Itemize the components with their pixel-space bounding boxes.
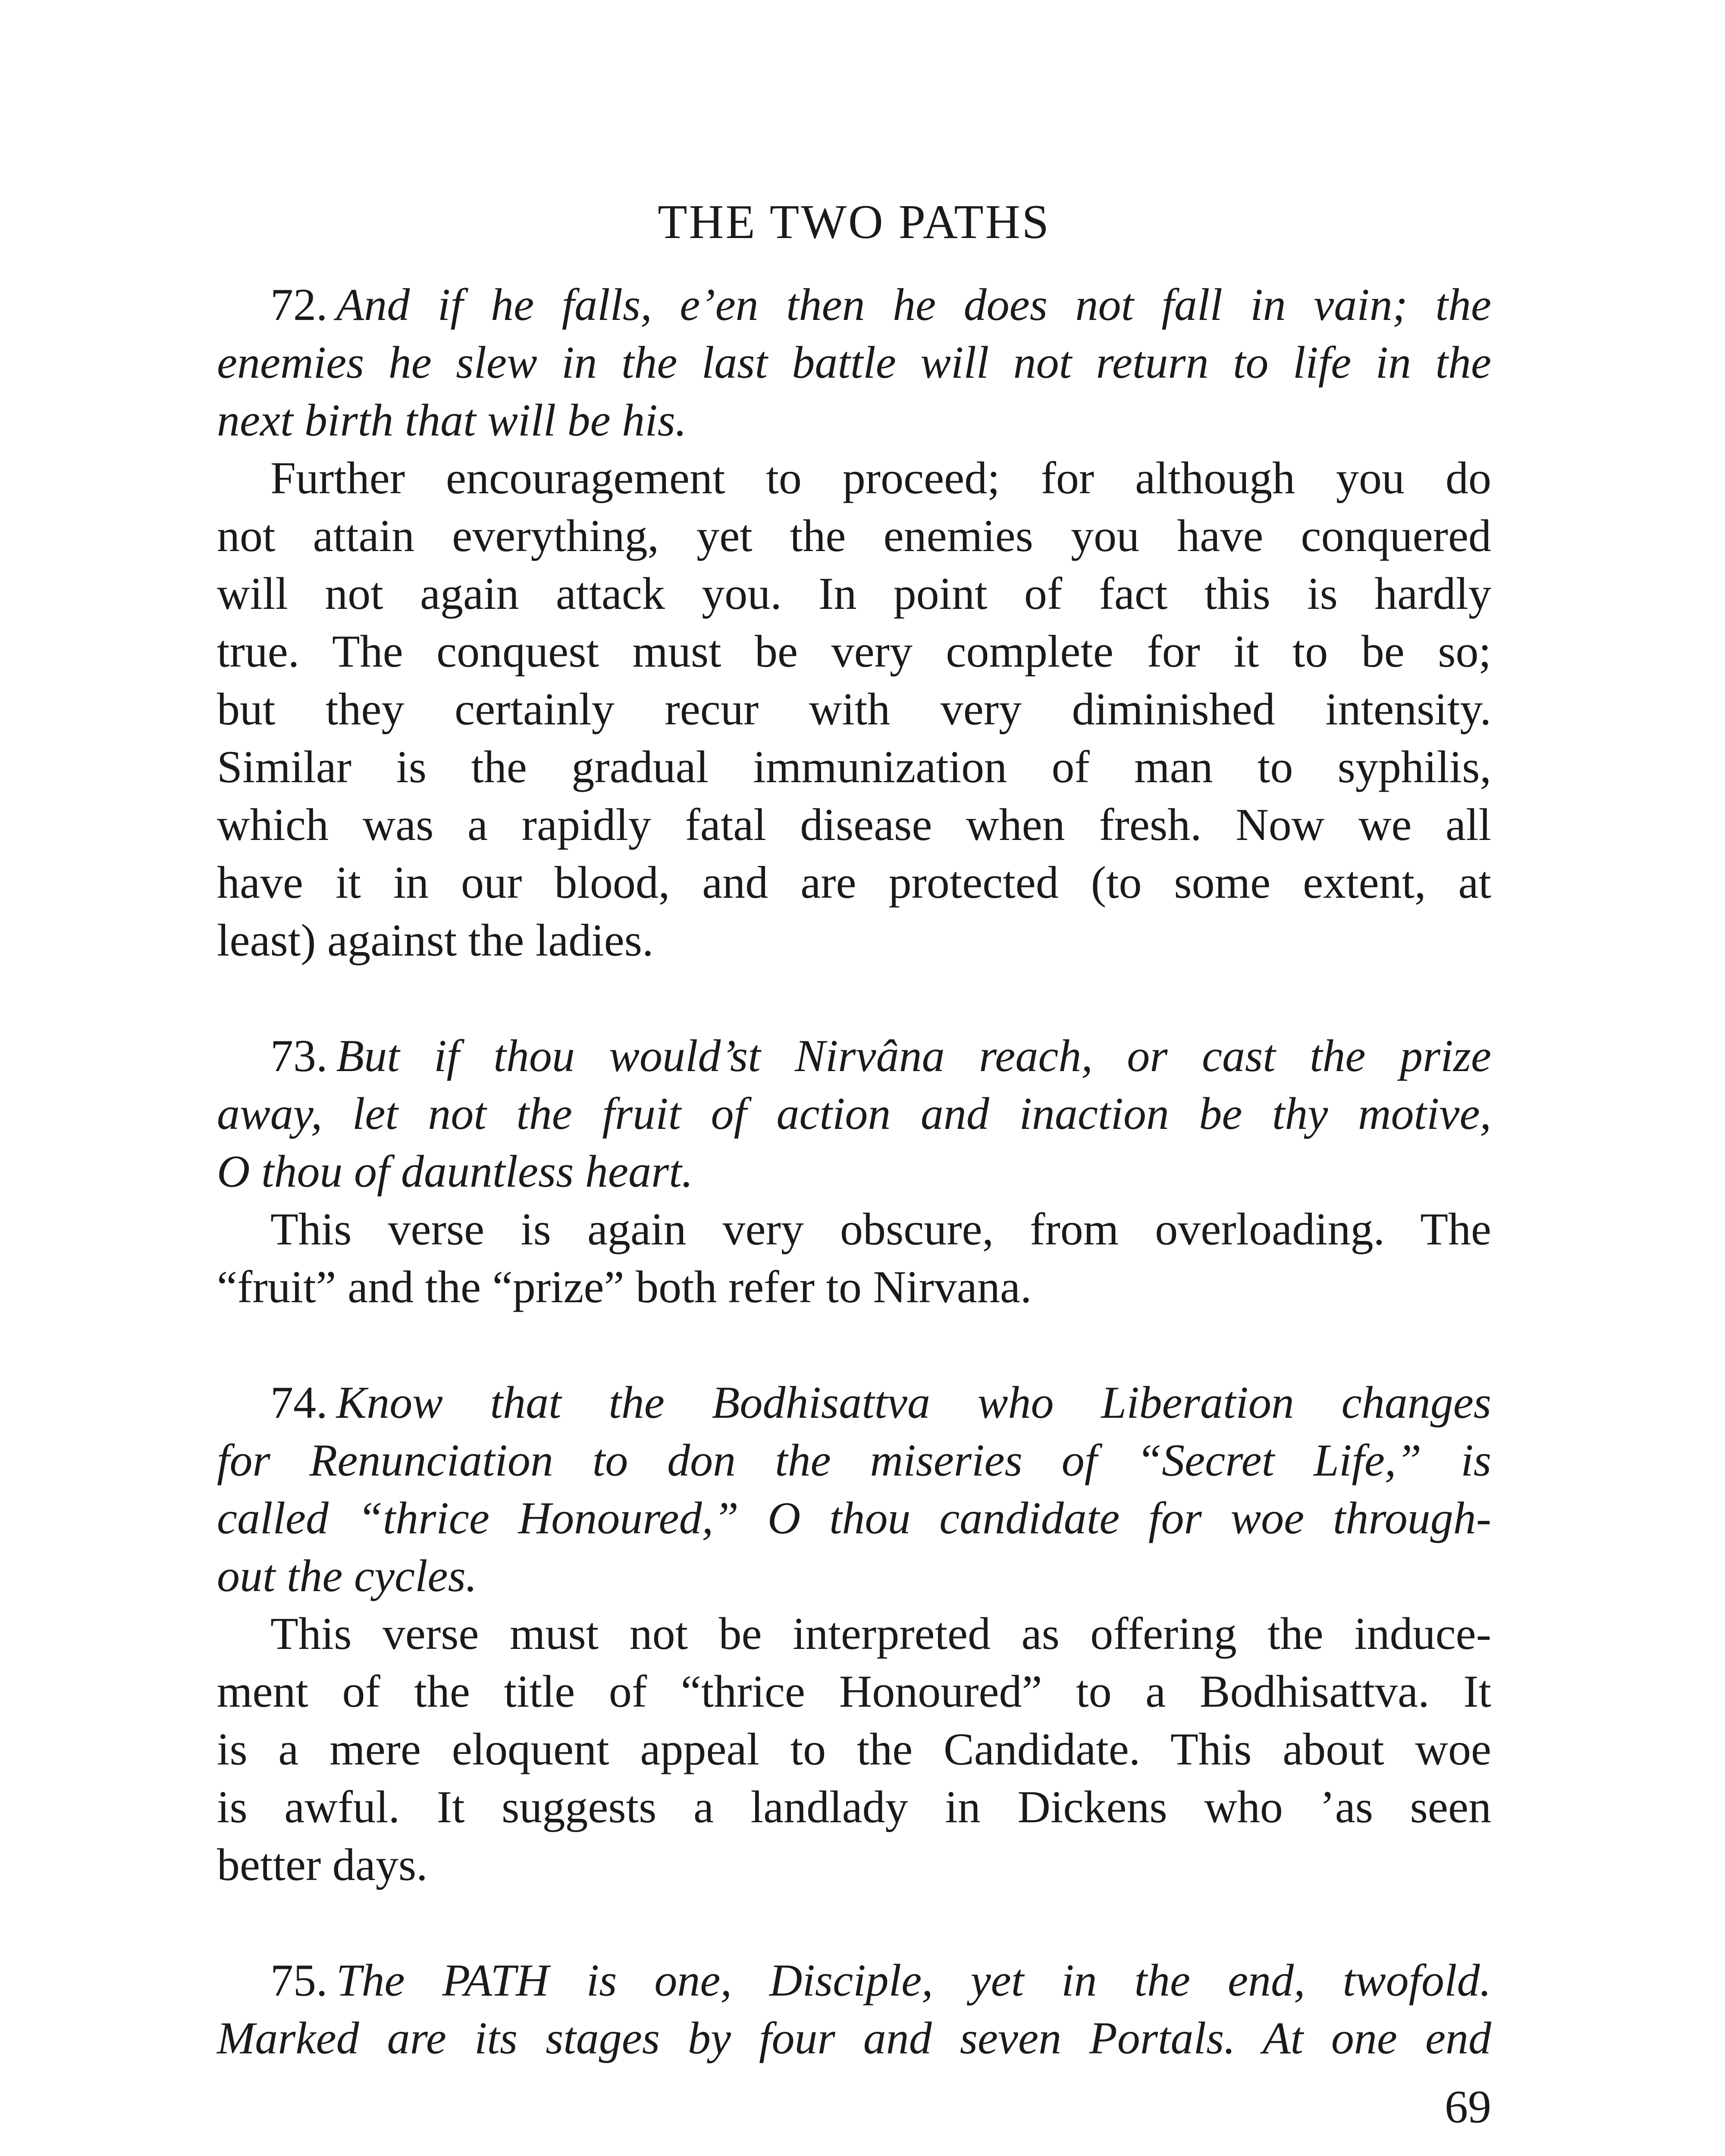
line-text: have it in our blood, and are protected (to some extent, at — [217, 857, 1491, 908]
paragraph-gap — [0, 1894, 1725, 1952]
commentary-line — [217, 1778, 1491, 1836]
commentary-line — [217, 796, 1491, 854]
commentary-line — [217, 738, 1491, 796]
body-text — [0, 276, 1725, 2067]
commentary-line — [217, 1663, 1491, 1720]
commentary-line — [217, 1720, 1491, 1778]
line-text: next birth that will be his. — [217, 395, 687, 445]
line-text: but they certainly recur with very diminished intensity. — [217, 684, 1491, 734]
verse-line — [217, 1952, 1491, 2009]
commentary-line — [217, 565, 1491, 623]
verse-line — [217, 276, 1491, 334]
commentary-line — [217, 1605, 1491, 1663]
verse-number: 74. — [270, 1377, 328, 1428]
verse-line — [217, 1374, 1491, 1432]
commentary-line — [217, 507, 1491, 565]
line-text: This verse is again very obscure, from overloading. The — [270, 1204, 1491, 1254]
commentary-line — [217, 1258, 1491, 1316]
line-text: better days. — [217, 1839, 428, 1890]
verse-line — [217, 2009, 1491, 2067]
line-text: true. The conquest must be very complete for it to be so; — [217, 626, 1491, 677]
verse-line — [217, 1027, 1491, 1085]
line-text: away, let not the fruit of action and inaction be thy motive, — [217, 1088, 1491, 1139]
line-text: is awful. It suggests a landlady in Dickens who ’as seen — [217, 1782, 1491, 1832]
commentary-line — [217, 912, 1491, 969]
verse-line — [217, 1547, 1491, 1605]
line-text: Similar is the gradual immunization of man to syphilis, — [217, 742, 1491, 792]
line-text: Marked are its stages by four and seven Portals. At one end — [217, 2013, 1491, 2063]
verse-line — [217, 1432, 1491, 1489]
commentary-line — [217, 623, 1491, 680]
commentary-line — [217, 854, 1491, 912]
line-text: But if thou would’st Nirvâna reach, or cast the prize — [336, 1031, 1491, 1081]
verse-line — [217, 334, 1491, 392]
line-text: out the cycles. — [217, 1551, 477, 1601]
paragraph-gap — [0, 1316, 1725, 1374]
line-text: O thou of dauntless heart. — [217, 1146, 693, 1197]
line-text: is a mere eloquent appeal to the Candidate. This about woe — [217, 1724, 1491, 1774]
commentary-line — [217, 680, 1491, 738]
verse-number: 72. — [270, 279, 328, 330]
paragraph-gap — [0, 969, 1725, 1027]
verse-line — [217, 392, 1491, 449]
page-number: 69 — [1445, 2081, 1491, 2133]
line-text: And if he falls, e’en then he does not fall in vain; the — [336, 279, 1491, 330]
line-text: least) against the ladies. — [217, 915, 654, 965]
line-text: Know that the Bodhisattva who Liberation changes — [336, 1377, 1491, 1428]
line-text: ment of the title of “thrice Honoured” to a Bodhisattva. It — [217, 1666, 1491, 1717]
line-text: Further encouragement to proceed; for although you do — [270, 453, 1491, 503]
commentary-line — [217, 1836, 1491, 1894]
verse-number: 75. — [270, 1955, 328, 2006]
line-text: “fruit” and the “prize” both refer to Nirvana. — [217, 1262, 1032, 1312]
line-text: enemies he slew in the last battle will not return to life in the — [217, 337, 1491, 388]
line-text: called “thrice Honoured,” O thou candidate for woe through- — [217, 1493, 1491, 1543]
line-text: for Renunciation to don the miseries of “Secret Life,” is — [217, 1435, 1491, 1485]
line-text: The PATH is one, Disciple, yet in the end, twofold. — [336, 1955, 1491, 2006]
commentary-line — [217, 1200, 1491, 1258]
line-text: which was a rapidly fatal disease when fresh. Now we all — [217, 799, 1491, 850]
line-text: This verse must not be interpreted as offering the induce- — [270, 1608, 1491, 1659]
verse-line — [217, 1143, 1491, 1200]
verse-number: 73. — [270, 1031, 328, 1081]
verse-line — [217, 1085, 1491, 1143]
verse-line — [217, 1489, 1491, 1547]
line-text: will not again attack you. In point of fact this is hardly — [217, 568, 1491, 619]
commentary-line — [217, 449, 1491, 507]
running-head: THE TWO PATHS — [658, 195, 1051, 249]
line-text: not attain everything, yet the enemies you have conquered — [217, 511, 1491, 561]
